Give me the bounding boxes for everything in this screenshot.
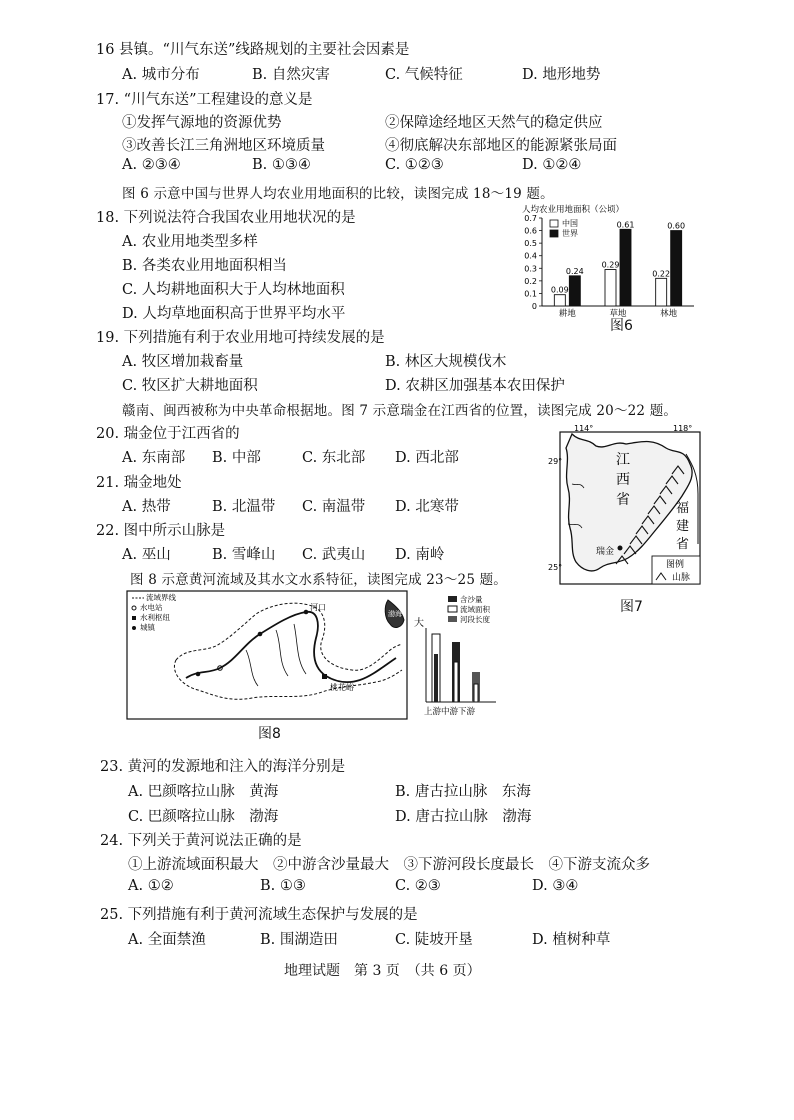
q23-option-b: B. 唐古拉山脉 东海 <box>395 784 531 800</box>
y-tick-label: 0.5 <box>524 239 537 249</box>
q17-option-c: C. ①②③ <box>385 157 444 173</box>
figure6-ylabel: 人均农业用地面积（公顷） <box>522 205 625 215</box>
figure8-legend-boundary: 流域界线 <box>146 593 176 602</box>
figure7-jiangxi-2: 西 <box>616 472 630 488</box>
intro-23-25: 图 8 示意黄河流域及其水文水系特征，读图完成 23～25 题。 <box>130 572 508 588</box>
figure8-legend-town: 城镇 <box>140 623 155 632</box>
bar-草地-世界 <box>620 229 631 306</box>
figure6-chart <box>518 202 698 332</box>
figure8-hekou: 河口 <box>310 603 326 612</box>
figure8-caption: 图8 <box>258 726 281 742</box>
figure8-bar-chart <box>412 592 502 718</box>
ruijin-marker <box>618 546 623 551</box>
legend-swatch <box>550 220 558 227</box>
legend-sediment: 含沙量 <box>460 595 483 604</box>
q18-option-a: A. 农业用地类型多样 <box>122 234 258 250</box>
q20-stem: 20. 瑞金位于江西省的 <box>96 426 240 442</box>
q23-stem: 23. 黄河的发源地和注入的海洋分别是 <box>100 759 346 775</box>
figure7-fujian-3: 省 <box>676 537 690 552</box>
q25-stem: 25. 下列措施有利于黄河流域生态保护与发展的是 <box>100 907 418 923</box>
y-tick-label: 0.4 <box>524 251 537 261</box>
legend-area: 流域面积 <box>460 605 490 614</box>
q22-option-a: A. 巫山 <box>122 547 171 563</box>
figure8-bar-x-label: 上游中游下游 <box>424 707 476 717</box>
figure8-taohuayu: 桃花峪 <box>330 683 354 692</box>
bar-value-label: 0.61 <box>616 220 635 230</box>
page-footer: 地理试题 第 3 页 （共 6 页） <box>284 963 481 979</box>
q25-option-d: D. 植树种草 <box>532 932 611 948</box>
bar-耕地-世界 <box>569 276 580 306</box>
figure7-jiangxi-1: 江 <box>616 452 630 468</box>
bar-耕地-中国 <box>554 295 565 306</box>
bar-草地-中国 <box>605 270 616 306</box>
bar-value-label: 0.22 <box>652 269 671 279</box>
q22-option-c: C. 武夷山 <box>302 547 366 563</box>
y-tick-label: 0 <box>531 302 537 311</box>
q23-option-c: C. 巴颜喀拉山脉 渤海 <box>128 809 279 825</box>
q16-stem: 16 县镇。“川气东送”线路规划的主要社会因素是 <box>96 42 410 58</box>
town-marker <box>258 632 263 637</box>
figure7-lon-114: 114° <box>574 424 594 433</box>
figure8-sea-label: 渤海 <box>388 610 402 618</box>
q18-option-d: D. 人均草地面积高于世界平均水平 <box>122 306 346 322</box>
figure7-jiangxi-3: 省 <box>616 492 630 508</box>
figure8-map <box>126 590 408 720</box>
y-tick-label: 0.6 <box>524 226 537 236</box>
q19-option-c: C. 牧区扩大耕地面积 <box>122 378 258 394</box>
q18-option-c: C. 人均耕地面积大于人均林地面积 <box>122 282 345 298</box>
y-tick-label: 0.2 <box>524 276 537 286</box>
figure7-ruijin-label: 瑞金 <box>596 547 615 557</box>
y-tick-label: 0.3 <box>524 264 537 274</box>
q23-option-d: D. 唐古拉山脉 渤海 <box>395 809 532 825</box>
q17-statement-3: ③改善长江三角洲地区环境质量 <box>122 138 325 154</box>
bar-林地-中国 <box>656 278 667 306</box>
q22-option-b: B. 雪峰山 <box>212 547 276 563</box>
x-tick-label: 耕地 <box>558 309 576 319</box>
q19-option-d: D. 农耕区加强基本农田保护 <box>385 378 565 394</box>
figure6-legend <box>550 218 578 238</box>
q17-stem: 17. “川气东送”工程建设的意义是 <box>96 92 313 108</box>
q24-option-d: D. ③④ <box>532 878 579 894</box>
q17-option-b: B. ①③④ <box>252 157 311 173</box>
legend-length: 河段长度 <box>460 615 490 624</box>
q16-option-c: C. 气候特征 <box>385 67 463 83</box>
figure7-legend-item: 山脉 <box>672 573 691 583</box>
hekou-marker <box>304 610 309 615</box>
q17-option-d: D. ①②④ <box>522 157 582 173</box>
figure7-fujian-1: 福 <box>676 501 690 516</box>
legend-swatch <box>550 230 558 237</box>
y-tick-label: 0.7 <box>524 214 537 223</box>
intro-20-22: 赣南、闽西被称为中央革命根据地。图 7 示意瑞金在江西省的位置，读图完成 20～22 题。 <box>122 403 678 419</box>
q21-stem: 21. 瑞金地处 <box>96 475 182 491</box>
q16-option-a: A. 城市分布 <box>122 67 200 83</box>
q16-option-b: B. 自然灾害 <box>252 67 330 83</box>
y-tick-label: 0.1 <box>524 289 537 299</box>
figure7-caption: 图7 <box>620 599 643 615</box>
q25-option-c: C. 陡坡开垦 <box>395 932 473 948</box>
x-tick-label: 草地 <box>609 309 627 319</box>
q17-statement-2: ②保障途经地区天然气的稳定供应 <box>385 115 603 131</box>
bar-value-label: 0.24 <box>565 266 584 276</box>
bar-value-label: 0.29 <box>601 260 620 270</box>
figure8-legend-hydropower: 水电站 <box>140 603 163 612</box>
q20-option-a: A. 东南部 <box>122 450 186 466</box>
q19-option-a: A. 牧区增加栽畜量 <box>122 354 244 370</box>
q24-statements: ①上游流域面积最大 ②中游含沙量最大 ③下游河段长度最长 ④下游支流众多 <box>128 857 650 873</box>
q22-option-d: D. 南岭 <box>395 547 445 563</box>
q16-option-d: D. 地形地势 <box>522 67 601 83</box>
figure7-fujian-2: 建 <box>676 519 690 534</box>
q25-option-b: B. 围湖造田 <box>260 932 338 948</box>
legend-label: 中国 <box>562 219 578 228</box>
q18-stem: 18. 下列说法符合我国农业用地状况的是 <box>96 210 356 226</box>
q17-statement-1: ①发挥气源地的资源优势 <box>122 115 282 131</box>
figure7-legend-title: 图例 <box>666 560 685 570</box>
figure7-lat-25: 25° <box>548 563 563 572</box>
figure7-lat-29: 29° <box>548 457 563 466</box>
q17-option-a: A. ②③④ <box>122 157 181 173</box>
q21-option-b: B. 北温带 <box>212 499 276 515</box>
q20-option-d: D. 西北部 <box>395 450 459 466</box>
figure6-caption: 图6 <box>610 318 633 334</box>
q17-statement-4: ④彻底解决东部地区的能源紧张局面 <box>385 138 617 154</box>
bar-value-label: 0.09 <box>550 285 569 295</box>
figure8-bar-legend <box>448 594 490 624</box>
q25-option-a: A. 全面禁渔 <box>128 932 206 948</box>
bar-value-label: 0.60 <box>667 221 686 231</box>
q24-option-a: A. ①② <box>128 878 174 894</box>
legend-label: 世界 <box>562 229 578 238</box>
q24-option-b: B. ①③ <box>260 878 306 894</box>
q24-stem: 24. 下列关于黄河说法正确的是 <box>100 833 302 849</box>
q19-stem: 19. 下列措施有利于农业用地可持续发展的是 <box>96 330 385 346</box>
q20-option-b: B. 中部 <box>212 450 261 466</box>
q23-option-a: A. 巴颜喀拉山脉 黄海 <box>128 784 279 800</box>
town-marker <box>196 672 201 677</box>
hub-marker <box>322 674 327 679</box>
q21-option-a: A. 热带 <box>122 499 171 515</box>
x-tick-label: 林地 <box>660 309 678 319</box>
figure8-bar-axis-label: 大 <box>414 618 424 629</box>
figure7-map <box>548 424 706 592</box>
figure7-lon-118: 118° <box>673 424 693 433</box>
q24-option-c: C. ②③ <box>395 878 441 894</box>
figure8-legend-hub: 水利枢纽 <box>140 613 170 622</box>
figure8-bars <box>432 634 480 702</box>
intro-18-19: 图 6 示意中国与世界人均农业用地面积的比较，读图完成 18～19 题。 <box>122 186 554 202</box>
q22-stem: 22. 图中所示山脉是 <box>96 523 226 539</box>
q21-option-c: C. 南温带 <box>302 499 366 515</box>
bar-林地-世界 <box>671 231 682 306</box>
q21-option-d: D. 北寒带 <box>395 499 459 515</box>
q20-option-c: C. 东北部 <box>302 450 366 466</box>
q18-option-b: B. 各类农业用地面积相当 <box>122 258 287 274</box>
q19-option-b: B. 林区大规模伐木 <box>385 354 507 370</box>
